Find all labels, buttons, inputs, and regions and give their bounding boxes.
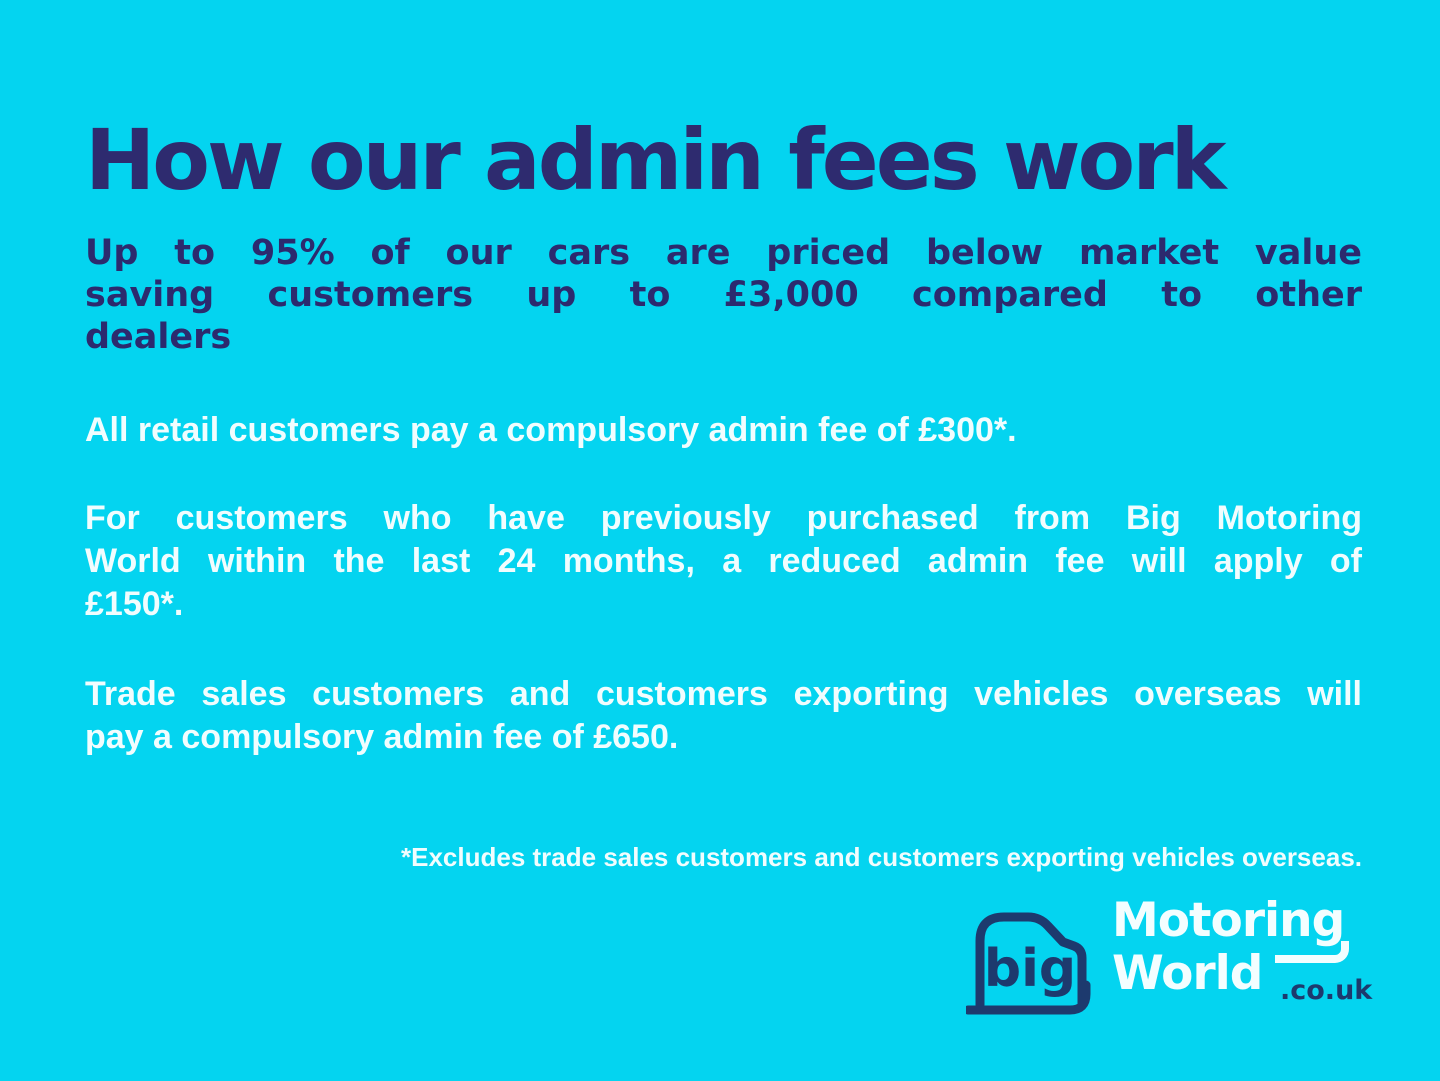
- paragraph-line: All retail customers pay a compulsory admin fee of £300*.: [85, 411, 1017, 449]
- logo-wordmark: [1112, 893, 1373, 1013]
- paragraph-line: pay a compulsory admin fee of £650.: [85, 718, 679, 756]
- paragraph-line: For customers who have previously purchased from Big Motoring: [85, 499, 1362, 537]
- paragraph-trade-export-fee: [85, 673, 1362, 759]
- subheading-line: dealers: [85, 317, 232, 357]
- logo-brand-world: World: [1112, 946, 1263, 1001]
- big-car-label: big: [983, 939, 1077, 999]
- logo-domain-suffix: .co.uk: [1280, 975, 1373, 1006]
- paragraph-line: £150*.: [85, 585, 184, 623]
- logo-brand-motoring: Motoring: [1112, 893, 1345, 948]
- page-title: How our admin fees work: [85, 111, 1224, 209]
- subheading: [85, 232, 1362, 358]
- paragraph-retail-fee: [85, 409, 1362, 452]
- paragraph-line: Trade sales customers and customers exporting vehicles overseas will: [85, 675, 1362, 713]
- big-car-icon: [966, 901, 1102, 1015]
- paragraph-line: World within the last 24 months, a reduced admin fee will apply of: [85, 542, 1362, 580]
- paragraph-returning-customer-fee: [85, 497, 1362, 626]
- subheading-line: saving customers up to £3,000 compared to other: [85, 275, 1362, 315]
- subheading-line: Up to 95% of our cars are priced below market value: [85, 233, 1362, 273]
- big-motoring-world-logo: [966, 893, 1373, 1015]
- footnote: *Excludes trade sales customers and customers exporting vehicles overseas.: [401, 842, 1362, 872]
